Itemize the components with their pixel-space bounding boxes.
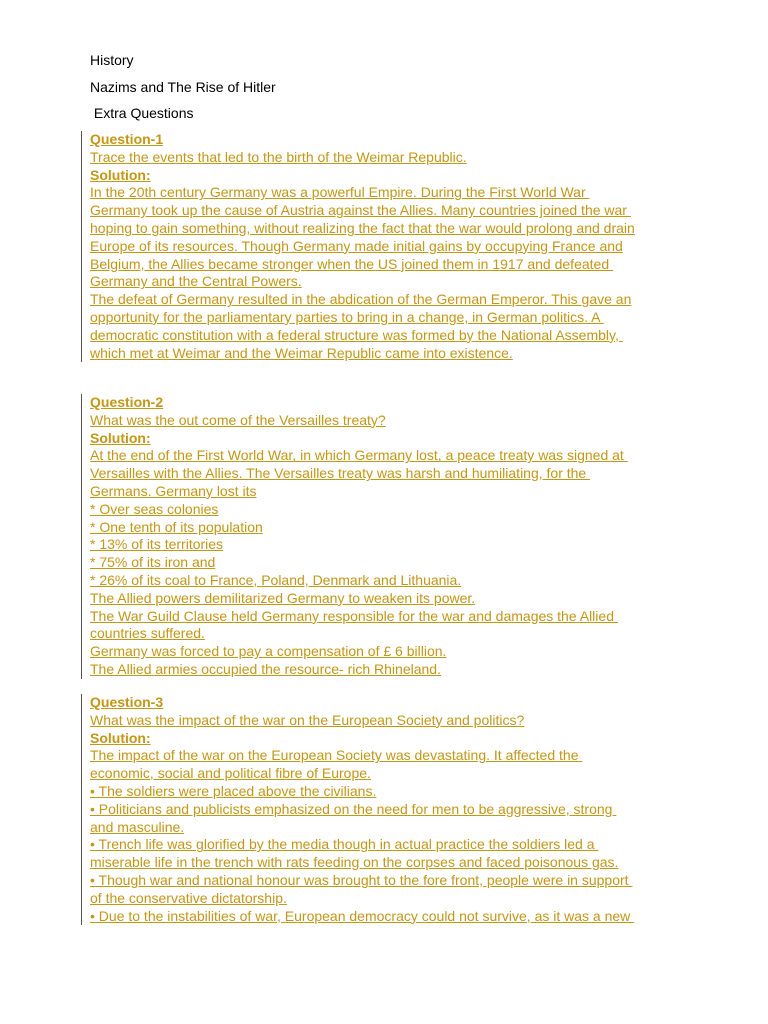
solution-line: * 75% of its iron and	[90, 554, 216, 571]
solution-line: The defeat of Germany resulted in the abdication of the German Emperor. This gave an	[90, 291, 632, 308]
solution-line: hoping to gain something, without realizing the fact that the war would prolong and drain	[90, 219, 635, 236]
solution-line: At the end of the First World War, in which Germany lost, a peace treaty was signed at	[90, 447, 628, 464]
solution-line: The Allied armies occupied the resource- rich Rhineland.	[90, 660, 441, 677]
question-block-1	[81, 131, 690, 362]
solution-line: which met at Weimar and the Weimar Republic came into existence.	[90, 344, 513, 361]
solution-line: • Trench life was glorified by the media though in actual practice the soldiers led a	[90, 836, 599, 853]
solution-line: countries suffered.	[90, 625, 205, 642]
solution-line: Germany was forced to pay a compensation of £ 6 billion.	[90, 643, 447, 660]
solution-line: Germans. Germany lost its	[90, 482, 257, 499]
solution-label: Solution:	[90, 429, 151, 446]
solution-line: * 13% of its territories	[90, 536, 224, 553]
solution-line: Europe of its resources. Though Germany made initial gains by occupying France and	[90, 237, 623, 254]
solution-line: Germany and the Central Powers.	[90, 273, 302, 290]
solution-line: The impact of the war on the European Society was devastating. It affected the	[90, 747, 583, 764]
solution-line: Germany took up the cause of Austria against the Allies. Many countries joined the war	[90, 202, 631, 219]
solution-line: economic, social and political fibre of Europe.	[90, 765, 371, 782]
section-title: Extra Questions	[90, 105, 194, 121]
question-block-2	[81, 394, 690, 679]
question-label: Question-1	[90, 131, 164, 147]
question-block-3	[81, 694, 690, 925]
solution-line: • Due to the instabilities of war, European democracy could not survive, as it was a new	[90, 907, 635, 924]
solution-line: The Allied powers demilitarized Germany to weaken its power.	[90, 589, 476, 606]
solution-line: * 26% of its coal to France, Poland, Denmark and Lithuania.	[90, 571, 462, 588]
question-text: What was the out come of the Versailles treaty?	[90, 411, 386, 428]
solution-line: The War Guild Clause held Germany responsible for the war and damages the Allied	[90, 607, 618, 624]
solution-line: democratic constitution with a federal structure was formed by the National Assembly,	[90, 326, 623, 343]
solution-line: opportunity for the parliamentary parties to bring in a change, in German politics. A	[90, 308, 604, 325]
solution-line: miserable life in the trench with rats feeding on the corpses and faced poisonous gas.	[90, 854, 619, 871]
solution-line: and masculine.	[90, 818, 185, 835]
solution-line: Versailles with the Allies. The Versailles treaty was harsh and humiliating, for the	[90, 465, 591, 482]
solution-line: In the 20th century Germany was a powerful Empire. During the First World War	[90, 184, 590, 201]
question-text: Trace the events that led to the birth of the Weimar Republic.	[90, 148, 467, 165]
question-text: What was the impact of the war on the European Society and politics?	[90, 711, 525, 728]
question-label: Question-2	[90, 394, 164, 410]
solution-line: * Over seas colonies	[90, 500, 219, 517]
chapter-title: Nazims and The Rise of Hitler	[90, 79, 276, 95]
solution-line: • Politicians and publicists emphasized on the need for men to be aggressive, strong	[90, 800, 617, 817]
question-label: Question-3	[90, 694, 164, 710]
solution-line: Belgium, the Allies became stronger when the US joined them in 1917 and defeated	[90, 255, 613, 272]
solution-line: • Though war and national honour was brought to the fore front, people were in support	[90, 871, 633, 888]
subject-title: History	[90, 52, 134, 68]
solution-line: • The soldiers were placed above the civilians.	[90, 782, 377, 799]
solution-line: of the conservative dictatorship.	[90, 889, 287, 906]
solution-line: * One tenth of its population	[90, 518, 263, 535]
solution-label: Solution:	[90, 166, 151, 183]
solution-label: Solution:	[90, 729, 151, 746]
